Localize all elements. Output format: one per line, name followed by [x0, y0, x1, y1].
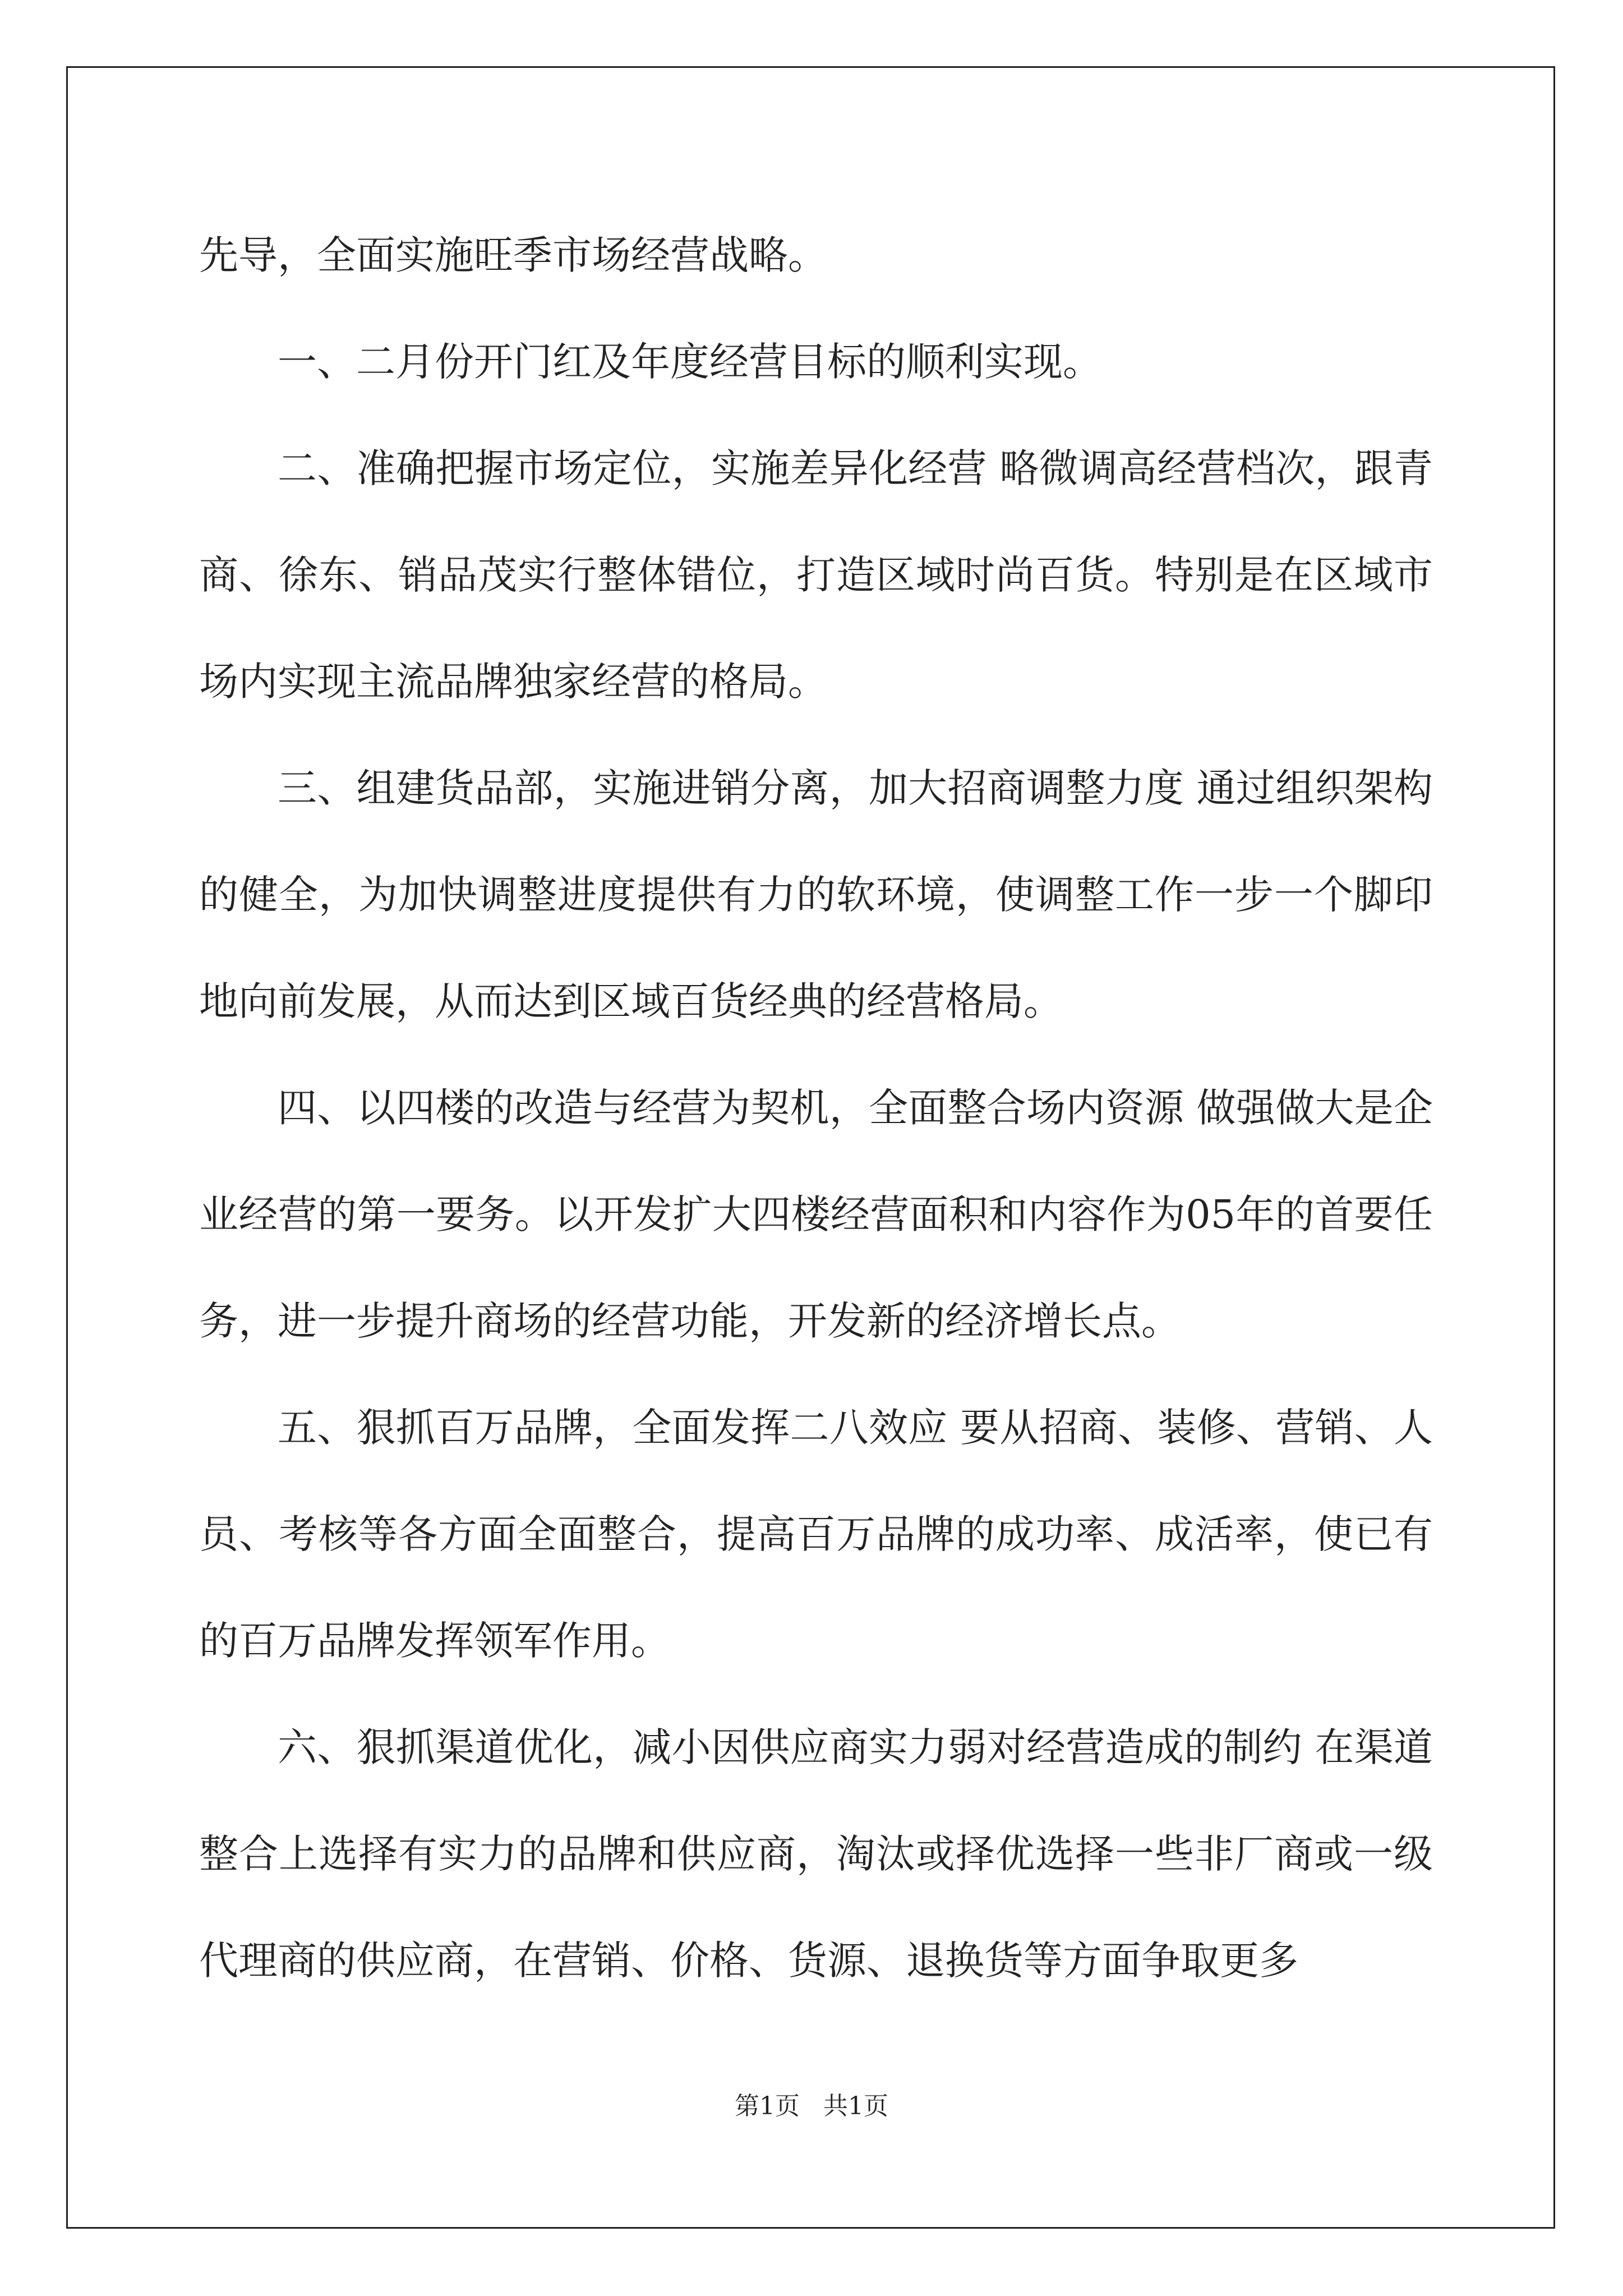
paragraph-6: 六、狠抓渠道优化，减小因供应商实力弱对经营造成的制约 在渠道整合上选择有实力的品牌和供应商，淘汰或择优选择一些非厂商或一级代理商的供应商，在营销、价格、货源、退换货等方面争取更多: [199, 1724, 1433, 1984]
paragraph-5: 五、狠抓百万品牌，全面发挥二八效应 要从招商、装修、营销、人员、考核等各方面全面整合，提高百万品牌的成功率、成活率，使已有的百万品牌发挥领军作用。: [199, 1405, 1433, 1664]
paragraph-continuation: 先导，全面实施旺季市场经营战略。: [199, 232, 827, 278]
paragraph-3: 三、组建货品部，实施进销分离，加大招商调整力度 通过组织架构的健全，为加快调整进度提供有力的软环境，使调整工作一步一个脚印地向前发展，从而达到区域百货经典的经营格局。: [199, 765, 1433, 1024]
page-number-footer: 第1页 共1页: [735, 2092, 888, 2120]
paragraph-1: 一、二月份开门红及年度经营目标的顺利实现。: [278, 339, 1102, 385]
paragraph-4: 四、以四楼的改造与经营为契机，全面整合场内资源 做强做大是企业经营的第一要务。以开发扩大四楼经营面积和内容作为05年的首要任务，进一步提升商场的经营功能，开发新的经济增长点。: [199, 1085, 1433, 1344]
paragraph-2: 二、准确把握市场定位，实施差异化经营 略微调高经营档次，跟青商、徐东、销品茂实行整体错位，打造区域时尚百货。特别是在区域市场内实现主流品牌独家经营的格局。: [199, 445, 1433, 705]
document-body: [199, 202, 1433, 2014]
